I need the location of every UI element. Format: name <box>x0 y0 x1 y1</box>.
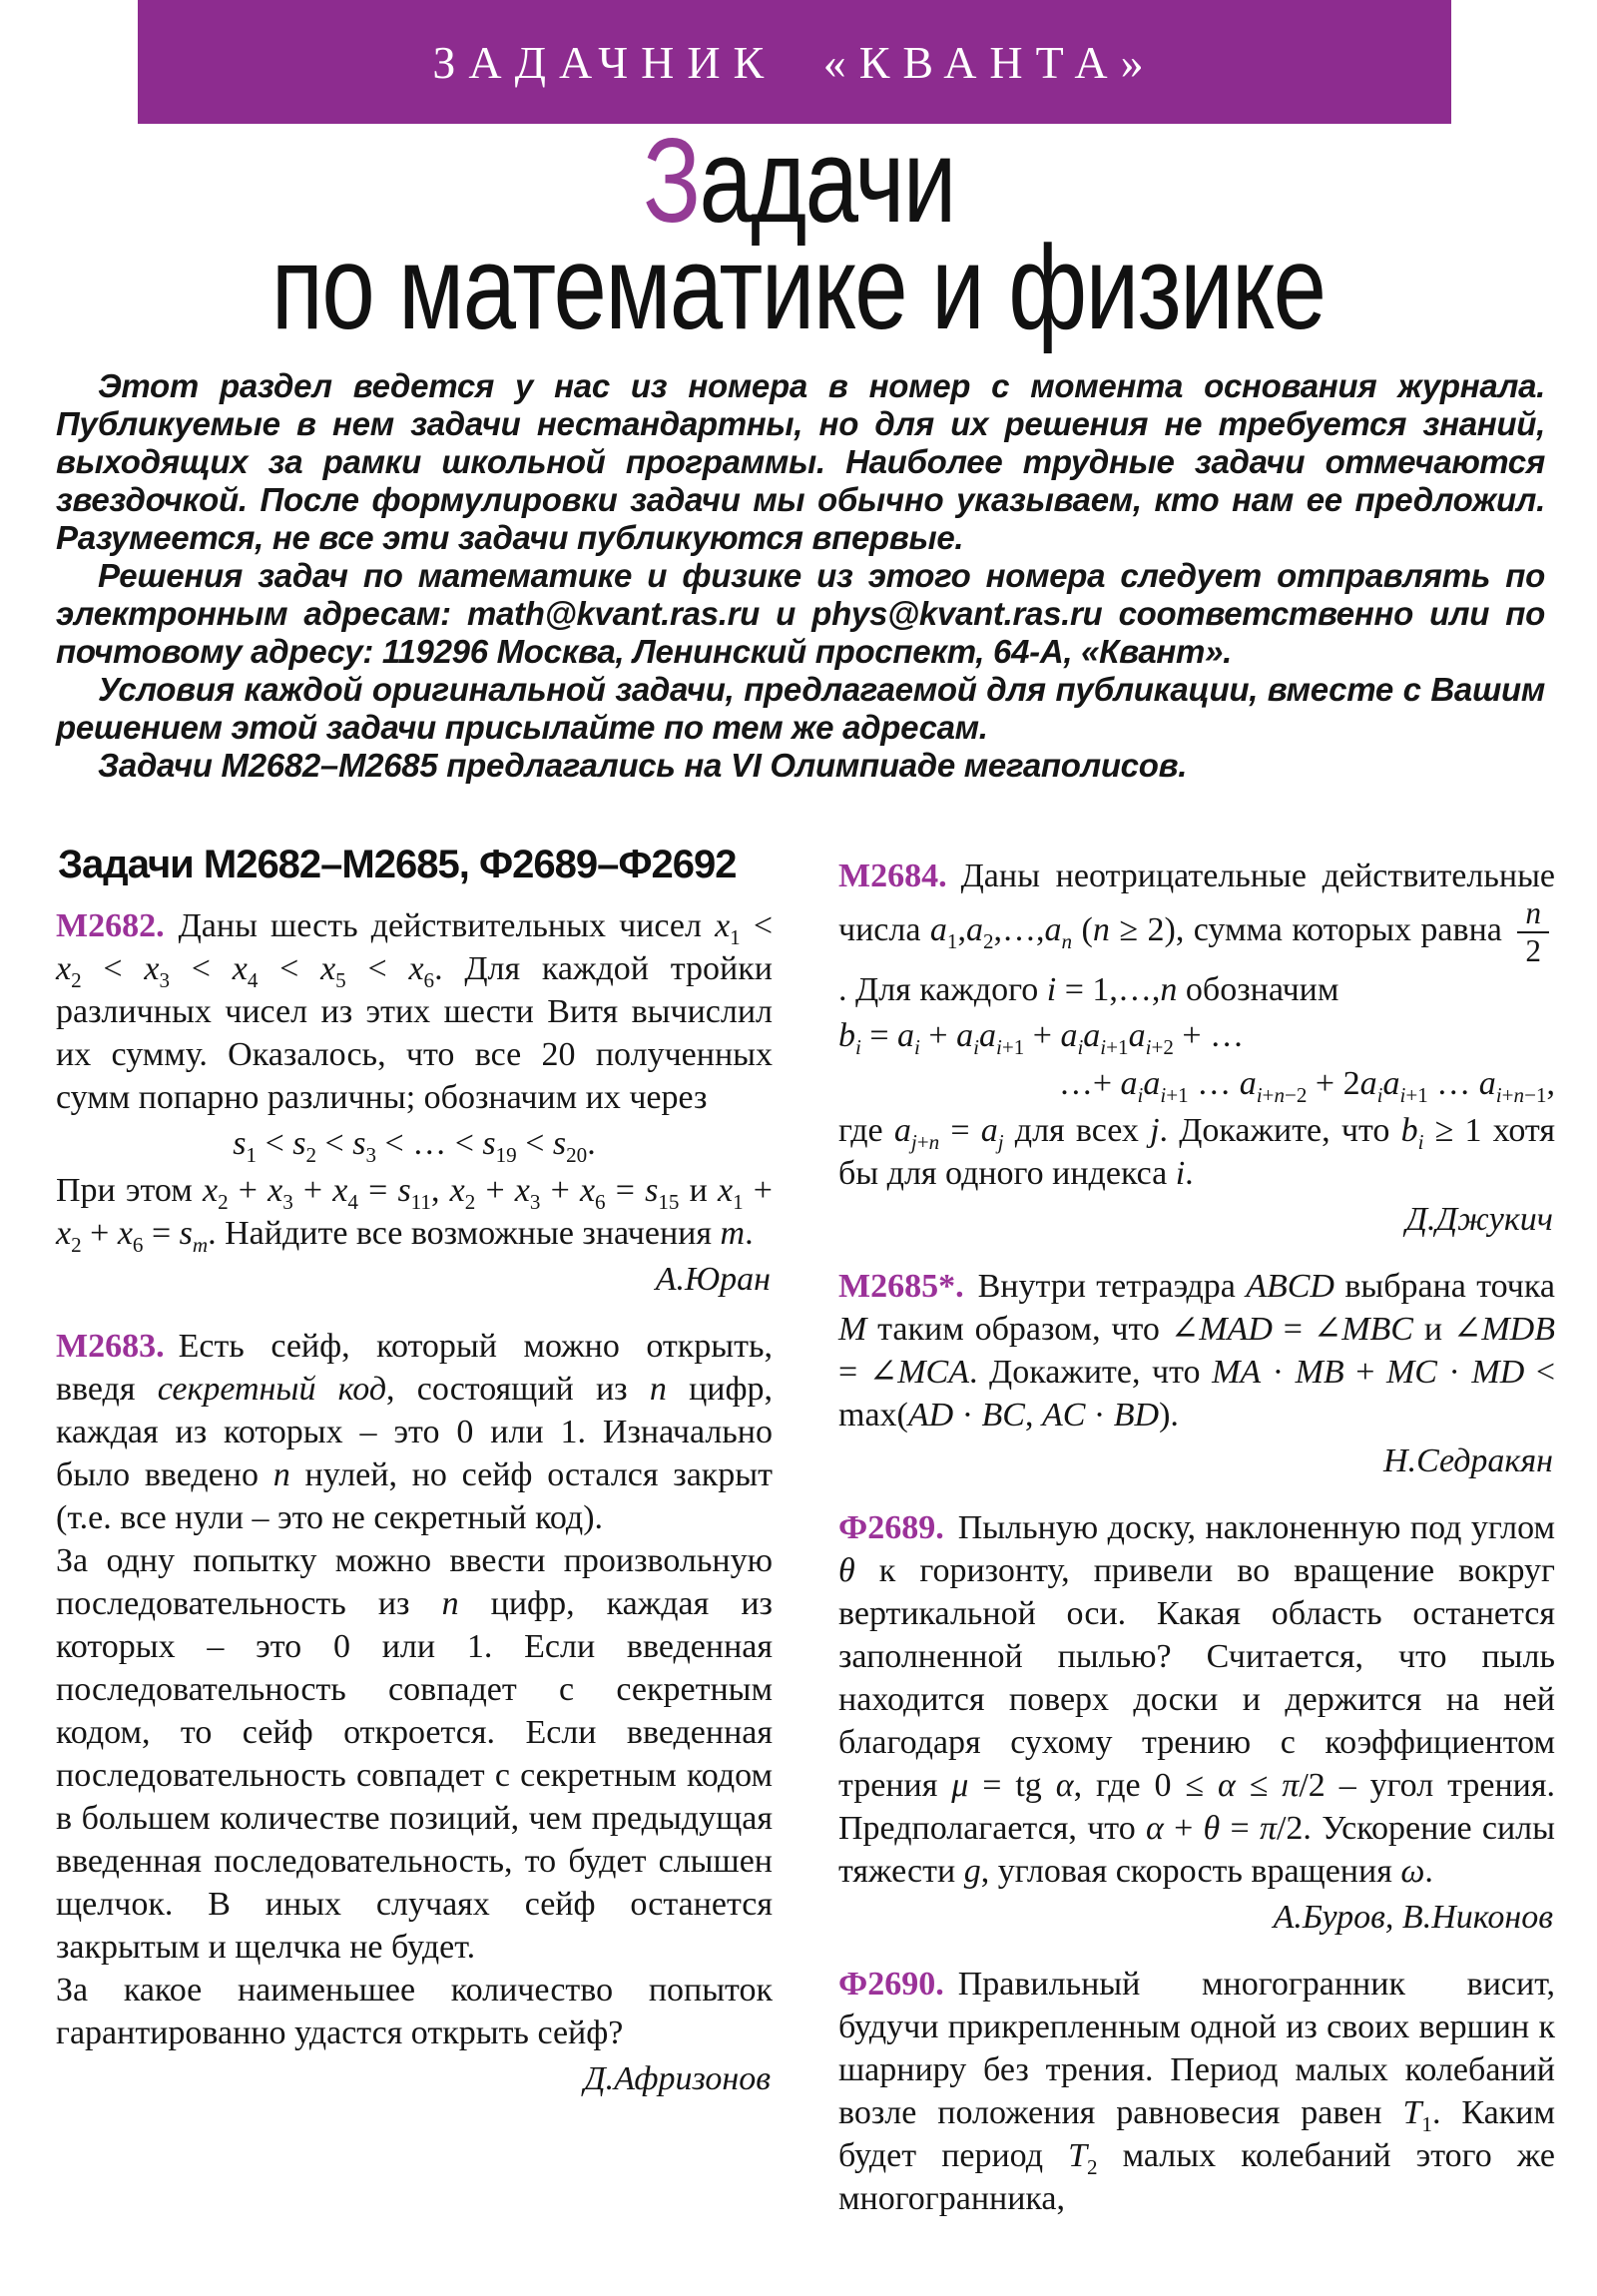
masthead-banner <box>138 0 1451 124</box>
intro-section <box>56 367 1545 785</box>
intro-paragraph: Задачи М2682–М2685 предлагались на VI Олимпиаде мегаполисов. <box>98 747 1188 784</box>
problem-paragraph: М2685*. Внутри тетраэдра ABCD выбрана точка M таким образом, что ∠MAD = ∠MBC и ∠MDB = ∠MCA. Докажите, что MA · MB + MC · MD < max(AD · BC, AC · BD). <box>838 1267 1556 1434</box>
problem-paragraph: Ф2690. Правильный многогранник висит, будучи прикрепленным одной из своих вершин к шарниру без трения. Период малых колебаний возле положения равновесия равен $T_1$. Каким будет период $T_2$ малых колебаний этого же многогранника, <box>838 1965 1555 2217</box>
left-column <box>56 843 773 2220</box>
author-signature: Д.Афризонов <box>584 2060 771 2097</box>
masthead-title: ЗАДАЧНИК «КВАНТА» <box>432 36 1157 88</box>
body-paragraph: При этом $x_2 + x_3 + x_4 = s_{11}$, $x_2 + x_3 + x_6 = s_{15}$ и $x_1 + x_2 + x_6 = s_m$. Найдите все возможные значения m. <box>56 1172 773 1257</box>
problems-header: Задачи М2682–М2685, Ф2689–Ф2692 <box>58 843 737 886</box>
title-line-1-rest: адачи <box>699 114 955 248</box>
intro-paragraph: Решения задач по математике и физике из этого номера следует отправлять по электронным адресам: math@kvant.ras.ru и phys@kvant.ras.ru соответственно или по почтовому адресу: 119296 Москва, Ленинский проспект, 64-А, «Квант». <box>56 557 1545 670</box>
problem-label: М2684. <box>838 858 947 894</box>
left-column-blocks <box>56 904 773 2102</box>
body-paragraph: где $a_{j+n} = a_j$ для всех j. Докажите, что $b_i \ge 1$ хотя бы для одного индекса i. <box>838 1111 1555 1192</box>
problem-paragraph: М2683. Есть сейф, который можно открыть, введя секретный код, состоящий из n цифр, каждая из которых – это 0 или 1. Изначально было введено n нулей, но сейф остался закрыт (т.е. все нули – это не секретный код). <box>56 1328 773 1536</box>
title-line-1 <box>0 114 1597 248</box>
author-signature: А.Юран <box>655 1261 771 1298</box>
inline-fraction: $\frac{n}{2}$ <box>1517 897 1549 968</box>
problem-label: М2685*. <box>838 1267 964 1305</box>
body-paragraph: За одну попытку можно ввести произвольную последовательность из n цифр, каждая из которых – это 0 или 1. Если введенная последовательность совпадет с секретным кодом, то сейф откроется. Если введенная последовательность совпадет с секретным кодом в большем количестве позиций, чем предыдущая введенная последовательность, то будет слышен щелчок. В иных случаях сейф останется закрытым и щелчка не будет. <box>56 1542 773 1966</box>
author-signature: А.Буров, В.Никонов <box>1273 1898 1553 1936</box>
page-title <box>0 114 1597 354</box>
intro-paragraph: Условия каждой оригинальной задачи, предлагаемой для публикации, вместе с Вашим решением этой задачи присылайте по тем же адресам. <box>56 671 1545 746</box>
problem-label: Ф2690. <box>838 1965 944 2003</box>
problems-columns <box>56 843 1556 2220</box>
problem-label: М2683. <box>56 1328 165 1365</box>
intro-paragraph: Этот раздел ведется у нас из номера в номер с момента основания журнала. Публикуемые в нем задачи нестандартны, но для их решения не требуется знаний, выходящих за рамки школьной программы. Наиболее трудные задачи отмечаются звездочкой. После формулировки задачи мы обычно указываем, кто нам ее предложил. Разумеется, не все эти задачи публикуются впервые. <box>56 367 1545 556</box>
body-paragraph: За какое наименьшее количество попыток гарантированно удастся открыть сейф? <box>56 1972 773 2051</box>
problem-paragraph: М2684. Даны неотрицательные действительные числа $a_1,a_2,\dots,a_n$ (n ≥ 2), сумма которых равна $\frac{n}{2}$ . Для каждого i = 1,…,n обозначим <box>838 858 1555 1008</box>
author-signature: Д.Джукич <box>1405 1200 1553 1238</box>
right-column <box>838 843 1555 2220</box>
problem-label: М2682. <box>56 907 165 944</box>
display-formula: $b_i = a_i + a_ia_{i+1} + a_ia_{i+1}a_{i+2}$ + … <box>838 1016 1245 1059</box>
problem-paragraph: Ф2689. Пыльную доску, наклоненную под углом θ к горизонту, привели во вращение вокруг вертикальной оси. Какая область останется заполненной пылью? Считается, что пыль находится поверх доски и держится на ней благодаря сухому трению с коэффициентом трения μ = tg α, где 0 ≤ α ≤ π/2 – угол трения. Предполагается, что α + θ = π/2. Ускорение силы тяжести g, угловая скорость вращения ω. <box>838 1508 1555 1890</box>
display-formula: …+ $a_ia_{i+1}$ … $a_{i+n-2} + 2a_ia_{i+1}$ … $a_{i+n-1}$, <box>1058 1064 1555 1107</box>
right-column-blocks <box>838 855 1555 2220</box>
problem-paragraph: М2682. Даны шесть действительных чисел $x_1 < x_2 < x_3 < x_4 < x_5 < x_6$. Для каждой тройки различных чисел из этих шести Витя вычислил их сумму. Оказалось, что все 20 полученных сумм попарно различны; обозначим их через <box>56 907 773 1116</box>
title-line-2: по математике и физике <box>271 221 1326 354</box>
author-signature: Н.Седракян <box>1383 1441 1553 1479</box>
display-formula: $s_1 < s_2 < s_3$ < … < $s_{19} < s_{20}$. <box>233 1125 596 1167</box>
problem-label: Ф2689. <box>838 1508 944 1546</box>
title-accent-letter: З <box>642 114 700 248</box>
